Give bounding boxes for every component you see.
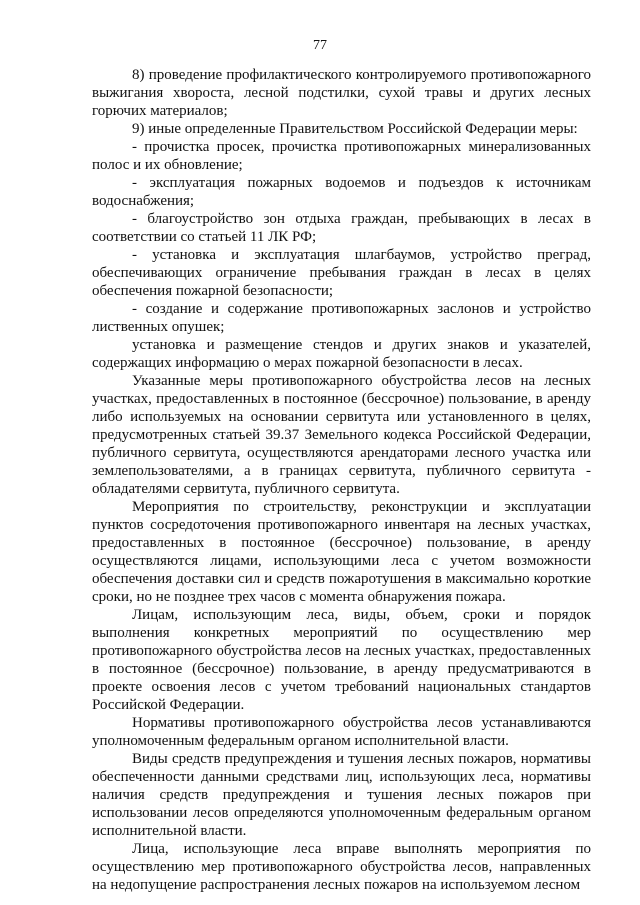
paragraph-standards: Нормативы противопожарного обустройства лесов устанавливаются уполномоченным федеральным органом исполнительной власти. (92, 715, 591, 749)
paragraph-equipment-points: Мероприятия по строительству, реконструкции и эксплуатации пунктов сосредоточения противопожарного инвентаря на лесных участках, предоставленных в постоянное (бессрочное) пользование, в аренду осуществляются лицами, использующими леса с учетом возможности обеспечения доставки сил и средств пожаротушения в максимально короткие сроки, но не позднее трех часов с момента обнаружения пожара. (92, 499, 591, 605)
paragraph-fire-fighting-means: Виды средств предупреждения и тушения лесных пожаров, нормативы обеспеченности данными средствами лиц, использующих леса, нормативы наличия средств предупреждения и тушения лесных пожаров при использовании лесов определяются уполномоченным федеральным органом исполнительной власти. (92, 751, 591, 839)
page-body (92, 66, 591, 894)
paragraph-barriers: - установка и эксплуатация шлагбаумов, устройство преград, обеспечивающих ограничение пребывания граждан в лесах в целях обеспечения пожарной безопасности; (92, 247, 591, 299)
paragraph-recreation-zones: - благоустройство зон отдыха граждан, пребывающих в лесах в соответствии со статьей 11 ЛК РФ; (92, 211, 591, 245)
page-number: 77 (313, 38, 327, 53)
paragraph-information-stands: установка и размещение стендов и других знаков и указателей, содержащих информацию о мерах пожарной безопасности в лесах. (92, 337, 591, 371)
paragraph-fire-screens: - создание и содержание противопожарных заслонов и устройство лиственных опушек; (92, 301, 591, 335)
paragraph-voluntary-measures: Лица, использующие леса вправе выполнять мероприятия по осуществлению мер противопожарного обустройства лесов, направленных на недопущение распространения лесных пожаров на используемом лесном (92, 841, 591, 893)
paragraph-forest-development-project: Лицам, использующим леса, виды, объем, сроки и порядок выполнения конкретных мероприятий по осуществлению мер противопожарного обустройства лесов на лесных участках, предоставленных в постоянное (бессрочное) пользование, в аренду предусматриваются в проекте освоения лесов с учетом требований национальных стандартов Российской Федерации. (92, 607, 591, 713)
paragraph-responsible-parties: Указанные меры противопожарного обустройства лесов на лесных участках, предоставленных в постоянное (бессрочное) пользование, в аренду либо используемых на основании сервитута или установленного в целях, предусмотренных статьей 39.37 Земельного кодекса Российской Федерации, публичного сервитута, осуществляются арендаторами лесного участка или землепользователями, а в границах сервитута, публичного сервитута - обладателями сервитута, публичного сервитута. (92, 373, 591, 497)
paragraph-clearing-firebreaks: - прочистка просек, прочистка противопожарных минерализованных полос и их обновление; (92, 139, 591, 173)
paragraph-controlled-burning: 8) проведение профилактического контролируемого противопожарного выжигания хвороста, лесной подстилки, сухой травы и других лесных горючих материалов; (92, 67, 591, 119)
paragraph-water-sources: - эксплуатация пожарных водоемов и подъездов к источникам водоснабжения; (92, 175, 591, 209)
paragraph-other-measures: 9) иные определенные Правительством Российской Федерации меры: (132, 121, 578, 137)
